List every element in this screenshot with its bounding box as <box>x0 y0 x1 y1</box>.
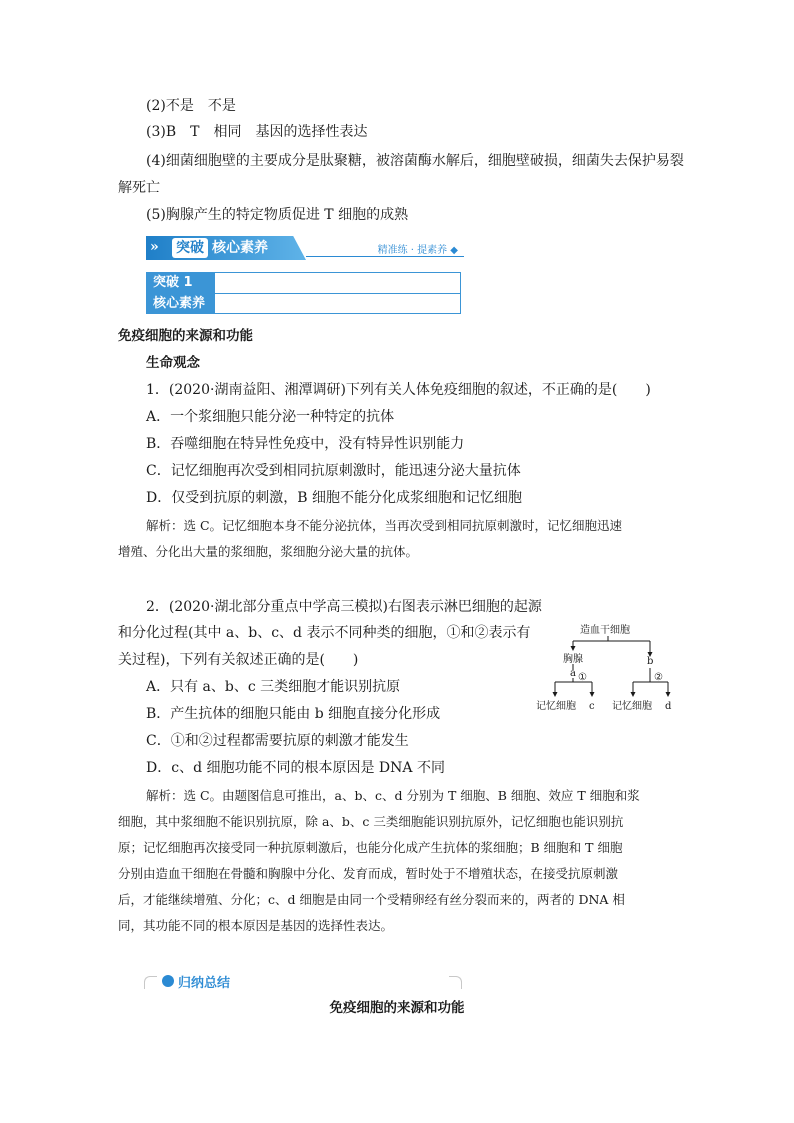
banner-rule <box>306 256 464 257</box>
q2-option-b: B．产生抗体的细胞只能由 b 细胞直接分化形成 <box>146 706 441 722</box>
node-c: c <box>589 701 595 712</box>
q2-explanation-line1: 解析：选 C。由题图信息可推出，a、b、c、d 分别为 T 细胞、B 细胞、效应 T 细胞和浆 <box>146 788 640 803</box>
q1-explanation-line1: 解析：选 C。记忆细胞本身不能分泌抗体，当再次受到相同抗原刺激时，记忆细胞迅速 <box>146 518 623 533</box>
node-memory-cell-2: 记忆细胞 <box>612 701 652 712</box>
node-d: d <box>665 701 672 712</box>
banner-title: 核心素养 <box>212 240 268 256</box>
node-a: a <box>570 668 576 679</box>
q2-explanation-line4: 分别由造血干细胞在骨髓和胸腺中分化、发育而成，暂时处于不增殖状态，在接受抗原刺激 <box>118 866 619 881</box>
answer-2: (2)不是 不是 <box>146 98 236 114</box>
summary-title: 免疫细胞的来源和功能 <box>329 1000 465 1016</box>
q1-stem: 1．(2020·湖南益阳、湘潭调研)下列有关人体免疫细胞的叙述，不正确的是( ) <box>146 382 651 398</box>
summary-label: 归纳总结 <box>178 976 231 991</box>
q1-option-d: D．仅受到抗原的刺激，B 细胞不能分化成浆细胞和记忆细胞 <box>146 490 522 506</box>
q2-option-c: C．①和②过程都需要抗原的刺激才能发生 <box>146 733 409 749</box>
process-1-label: ① <box>578 672 587 683</box>
node-stem-cell: 造血干细胞 <box>580 625 630 636</box>
q2-explanation-line5: 后，才能继续增殖、分化；c、d 细胞是由同一个受精卵经有丝分裂而来的，两者的 DNA 相 <box>118 892 625 907</box>
q1-option-b: B．吞噬细胞在特异性免疫中，没有特异性识别能力 <box>146 436 465 452</box>
graduation-cap-icon <box>162 975 174 987</box>
banner-slogan: 精准练 · 提素养 ◆ <box>377 245 458 256</box>
answer-5: (5)胸腺产生的特定物质促进 T 细胞的成熟 <box>146 207 409 223</box>
node-thymus: 胸腺 <box>563 654 583 665</box>
node-b: b <box>647 656 654 667</box>
table-row-2-label: 核心素养 <box>147 294 215 314</box>
summary-right-corner <box>449 976 462 989</box>
q2-explanation-line2: 细胞，其中浆细胞不能识别抗原，除 a、b、c 三类细胞能识别抗原外，记忆细胞也能识别抗 <box>118 814 624 829</box>
q1-option-a: A．一个浆细胞只能分泌一种特定的抗体 <box>146 409 395 425</box>
q2-stem-line3: 关过程)，下列有关叙述正确的是( ) <box>118 652 359 668</box>
q1-option-c: C．记忆细胞再次受到相同抗原刺激时，能迅速分泌大量抗体 <box>146 463 521 479</box>
breakthrough-table <box>146 272 461 314</box>
answer-4-line1: (4)细菌细胞壁的主要成分是肽聚糖，被溶菌酶水解后，细胞壁破损，细菌失去保护易裂 <box>146 153 684 169</box>
section-banner <box>146 236 464 260</box>
q2-stem-line1: 2．(2020·湖北部分重点中学高三模拟)右图表示淋巴细胞的起源 <box>146 599 542 615</box>
q2-explanation-line3: 原；记忆细胞再次接受同一种抗原刺激后，也能分化成产生抗体的浆细胞；B 细胞和 T 细胞 <box>118 840 623 855</box>
section-heading: 免疫细胞的来源和功能 <box>118 328 253 344</box>
lymphocyte-origin-diagram <box>530 622 690 717</box>
q2-explanation-line6: 同，其功能不同的根本原因是基因的选择性表达。 <box>118 918 394 933</box>
answer-4-line2: 解死亡 <box>118 180 160 196</box>
answer-3: (3)B T 相同 基因的选择性表达 <box>146 124 368 140</box>
summary-bar <box>144 972 462 990</box>
banner-tag: 突破 <box>172 238 208 258</box>
q2-option-a: A．只有 a、b、c 三类细胞才能识别抗原 <box>146 679 401 695</box>
process-2-label: ② <box>654 672 663 683</box>
summary-left-corner <box>144 976 157 989</box>
node-memory-cell-1: 记忆细胞 <box>536 701 576 712</box>
q2-option-d: D．c、d 细胞功能不同的根本原因是 DNA 不同 <box>146 760 445 776</box>
section-subheading: 生命观念 <box>146 355 200 371</box>
chevron-icon: » <box>150 239 159 255</box>
table-row-1-label: 突破 1 <box>147 273 215 293</box>
q1-explanation-line2: 增殖、分化出大量的浆细胞，浆细胞分泌大量的抗体。 <box>118 544 419 559</box>
q2-stem-line2: 和分化过程(其中 a、b、c、d 表示不同种类的细胞，①和②表示有 <box>118 625 531 641</box>
